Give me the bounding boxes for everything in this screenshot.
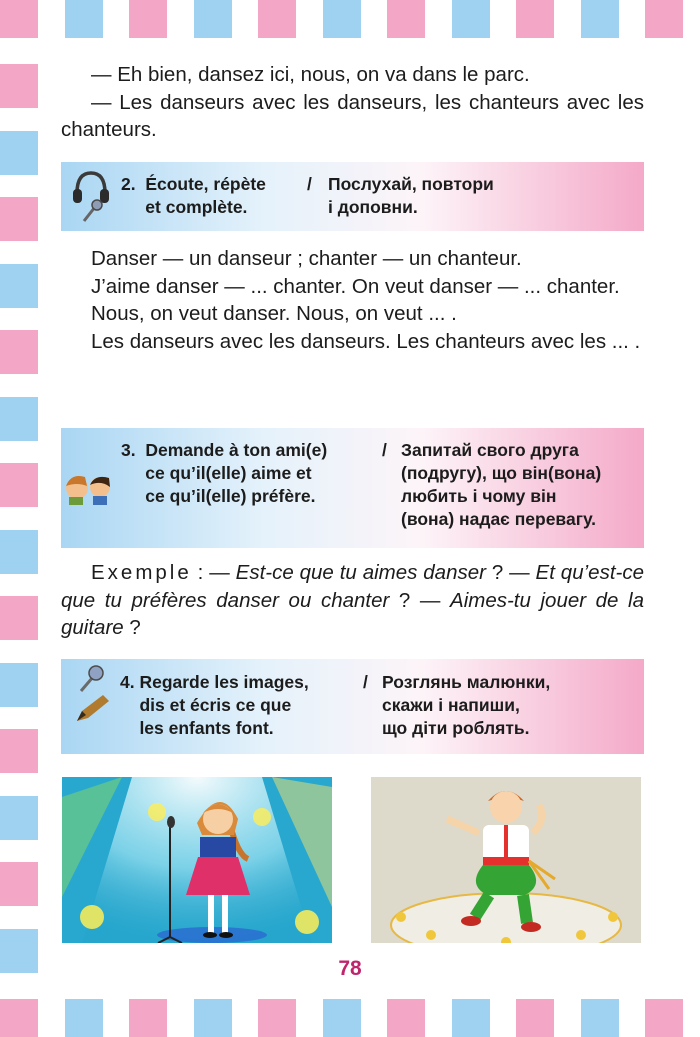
- girl-singing-on-stage-illustration: [62, 777, 332, 943]
- border-square: [516, 0, 554, 38]
- border-square: [581, 0, 619, 38]
- exercise-3-instruction-fr: 3. Demande à ton ami(e) ce qu’il(elle) aime et ce qu’il(elle) préfère.: [121, 440, 328, 506]
- example-question: Est-ce que tu aimes danser: [235, 561, 486, 584]
- border-square: [516, 999, 554, 1037]
- border-square: [452, 0, 490, 38]
- border-square: [258, 999, 296, 1037]
- headphones-microphone-icon: [71, 169, 111, 224]
- border-square: [452, 999, 490, 1037]
- example-question: Aimes-tu jouer de la guitare: [61, 588, 645, 639]
- border-square: [0, 0, 38, 38]
- intro-text: [61, 61, 644, 144]
- border-square: [0, 264, 38, 308]
- exercise-3-instruction-ua: Запитай свого друга (подругу), що він(вона) любить і чому він (вона) надає перевагу.: [401, 440, 602, 529]
- border-square: [0, 463, 38, 507]
- exercise-4-header: [61, 659, 644, 754]
- exercise-4-separator: /: [363, 672, 368, 692]
- intro-line-1: — Eh bien, dansez ici, nous, on va dans le parc.: [91, 63, 530, 86]
- exercise-2-separator: /: [307, 174, 312, 194]
- boy-dancing-illustration: [371, 777, 641, 943]
- border-square: [65, 999, 103, 1037]
- border-square: [323, 0, 361, 38]
- border-square: [65, 0, 103, 38]
- border-square: [0, 663, 38, 707]
- border-square: [129, 0, 167, 38]
- exercise-2-header: [61, 162, 644, 231]
- exercise-2-text: [61, 245, 644, 355]
- border-square: [0, 131, 38, 175]
- border-square: [0, 596, 38, 640]
- example-punctuation: ? —: [485, 561, 536, 584]
- border-square: [0, 330, 38, 374]
- border-square: [645, 999, 683, 1037]
- exercise-2-line-1: Danser — un danseur ; chanter — un chanteur.: [91, 247, 522, 270]
- border-square: [387, 999, 425, 1037]
- border-square: [323, 999, 361, 1037]
- page-number: 78: [338, 957, 362, 980]
- border-square: [194, 0, 232, 38]
- border-square: [581, 999, 619, 1037]
- border-square: [645, 0, 683, 38]
- exercise-2-line-2: J’aime danser — ... chanter. On veut danser — ... chanter.: [91, 274, 620, 298]
- exercise-4-instruction-ua: Розглянь малюнки, скажи і напиши, що діти роблять.: [382, 672, 551, 738]
- border-square: [194, 999, 232, 1037]
- example-label: Exemple: [91, 561, 192, 584]
- border-square: [0, 530, 38, 574]
- exercise-2-instruction-ua: Послухай, повтори і доповни.: [328, 174, 494, 217]
- example-punctuation: ?: [123, 616, 141, 639]
- border-square: [0, 197, 38, 241]
- intro-line-2: — Les danseurs avec les danseurs, les chanteurs avec les chanteurs.: [61, 90, 644, 141]
- border-square: [0, 862, 38, 906]
- border-square: [0, 729, 38, 773]
- example-punctuation: ? —: [389, 588, 451, 612]
- exercise-2-instruction-fr: 2. Écoute, répète et complète.: [121, 174, 266, 217]
- example-paragraph: [61, 559, 644, 642]
- microphone-pencil-icon: [73, 663, 111, 725]
- two-children-talking-icon: [63, 473, 115, 505]
- exercise-3-header: [61, 428, 644, 548]
- border-square: [129, 999, 167, 1037]
- border-square: [0, 796, 38, 840]
- example-question: Et qu’est-ce que tu préfères danser ou chanter: [61, 561, 644, 612]
- border-square: [0, 999, 38, 1037]
- border-square: [387, 0, 425, 38]
- exercise-2-line-3: Nous, on veut danser. Nous, on veut ... .: [91, 302, 457, 325]
- border-square: [0, 64, 38, 108]
- exercise-4-instruction-fr: 4. Regarde les images, dis et écris ce que les enfants font.: [120, 672, 309, 738]
- border-square: [0, 397, 38, 441]
- exercise-3-example: [61, 559, 644, 642]
- example-punctuation: : —: [191, 561, 236, 584]
- exercise-3-separator: /: [382, 440, 387, 460]
- border-square: [258, 0, 296, 38]
- exercise-2-line-4: Les danseurs avec les danseurs. Les chanteurs avec les ... .: [91, 329, 641, 353]
